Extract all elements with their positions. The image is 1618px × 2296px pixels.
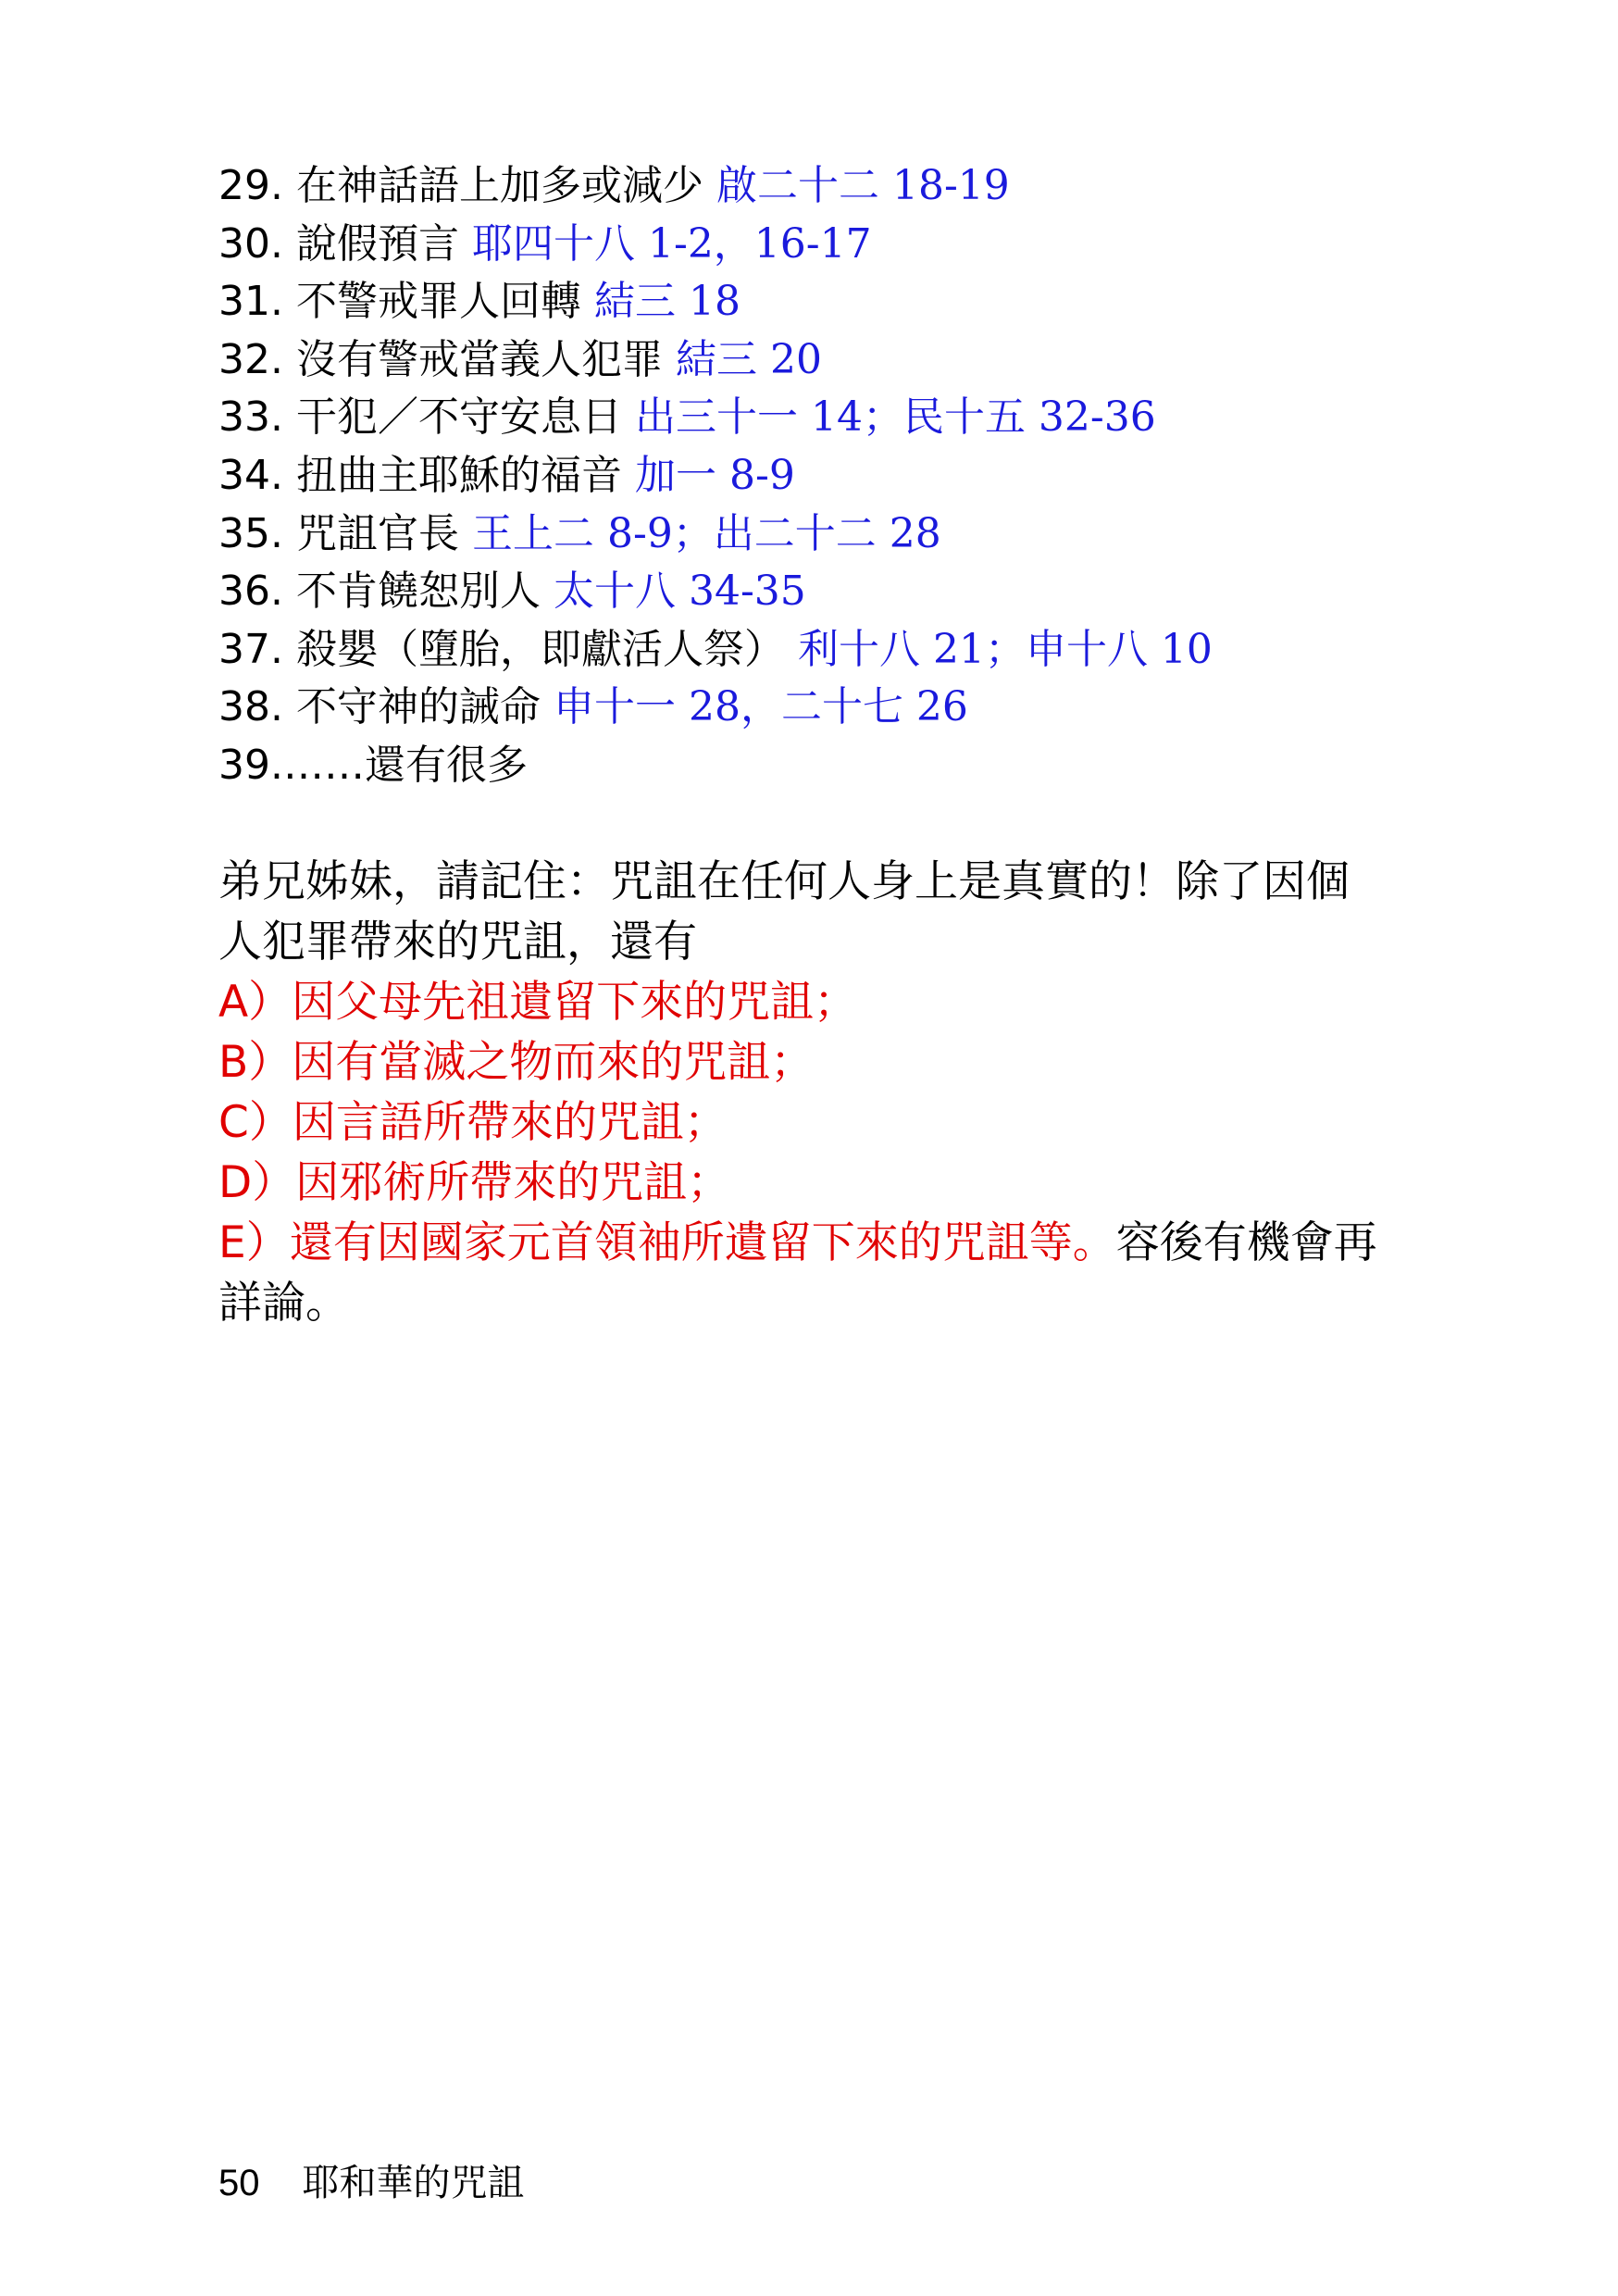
- closing-paragraph: [218, 852, 1459, 1333]
- curse-source-c: C）因言語所帶來的咒詛；: [218, 1097, 728, 1148]
- scripture-reference: 出三十一 14；民十五 32-36: [634, 393, 1156, 442]
- scripture-reference: 結三 20: [675, 335, 822, 383]
- list-item: [218, 505, 1422, 564]
- page-number: 50: [218, 2163, 260, 2203]
- paragraph-line: 弟兄姊妹，請記住：咒詛在任何人身上是真實的！除了因個: [218, 856, 1350, 907]
- item-text: 35. 咒詛官長: [218, 509, 459, 557]
- list-item: [218, 679, 1422, 737]
- list-item: [218, 563, 1422, 621]
- scripture-reference: 耶四十八 1-2，16-17: [471, 219, 872, 268]
- item-text: 33. 干犯／不守安息日: [218, 393, 622, 442]
- item-text: 39.……還有很多: [218, 741, 528, 789]
- curse-source-b: B）因有當滅之物而來的咒詛；: [218, 1037, 815, 1088]
- book-title: 耶和華的咒詛: [302, 2162, 525, 2204]
- item-text: 38. 不守神的誡命: [218, 683, 541, 731]
- paragraph-line: [218, 1213, 1459, 1273]
- scripture-reference: 太十八 34-35: [553, 568, 806, 616]
- numbered-list: [218, 157, 1422, 795]
- item-text: 37. 殺嬰（墮胎，即獻活人祭）: [218, 625, 785, 673]
- item-text: 29. 在神話語上加多或減少: [218, 162, 703, 209]
- scripture-reference: 結三 18: [593, 278, 741, 326]
- list-item: [218, 737, 1422, 795]
- item-text: 32. 沒有警戒當義人犯罪: [218, 335, 663, 383]
- list-item: [218, 389, 1422, 447]
- curse-source-d: D）因邪術所帶來的咒詛；: [218, 1157, 731, 1208]
- list-item: [218, 331, 1422, 390]
- paragraph-line: 詳論。: [218, 1278, 349, 1329]
- list-item: [218, 447, 1422, 505]
- paragraph-text: 容後有機會再: [1115, 1217, 1377, 1268]
- item-text: 30. 說假預言: [218, 219, 459, 268]
- list-item: [218, 273, 1422, 331]
- curse-source-e: E）還有因國家元首領袖所遺留下來的咒詛等。: [218, 1217, 1116, 1268]
- page-footer: [218, 2157, 525, 2209]
- list-item: [218, 216, 1422, 274]
- item-text: 36. 不肯饒恕別人: [218, 568, 541, 616]
- list-item: [218, 621, 1422, 680]
- list-item: [218, 157, 1422, 216]
- scripture-reference: 啟二十二 18-19: [716, 162, 1010, 209]
- scripture-reference: 利十八 21；申十八 10: [797, 625, 1213, 673]
- item-text: 34. 扭曲主耶穌的福音: [218, 451, 622, 499]
- curse-source-a: A）因父母先祖遺留下來的咒詛；: [218, 977, 858, 1028]
- scripture-reference: 加一 8-9: [634, 451, 795, 499]
- item-text: 31. 不警戒罪人回轉: [218, 278, 581, 326]
- scripture-reference: 王上二 8-9；出二十二 28: [471, 509, 941, 557]
- scripture-reference: 申十一 28，二十七 26: [553, 683, 968, 731]
- paragraph-line: 人犯罪帶來的咒詛，還有: [218, 917, 697, 967]
